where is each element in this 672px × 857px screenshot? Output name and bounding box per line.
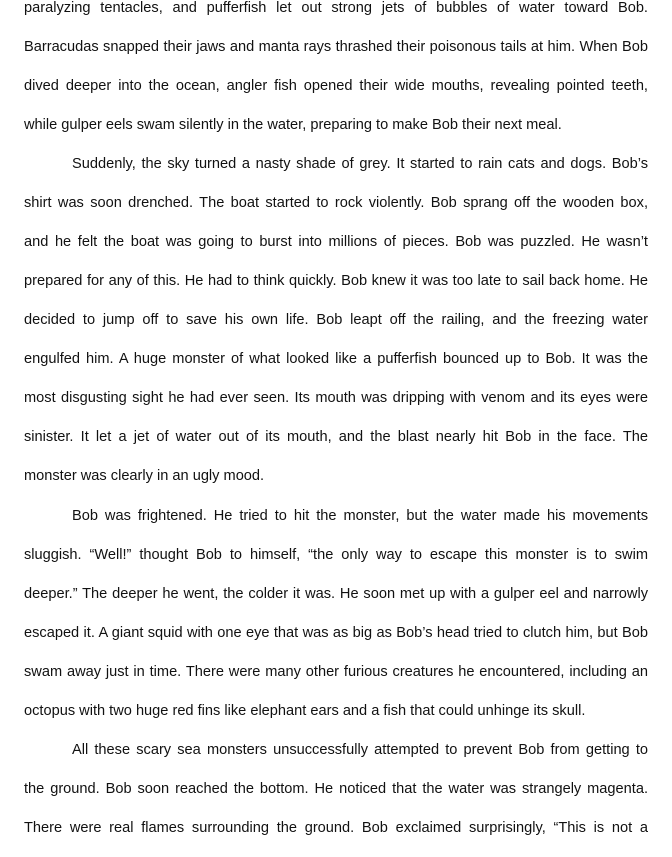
text-line-9: decided to jump off to save his own life. Bob leapt off the railing, and the freezing water — [24, 312, 648, 328]
text-line-10: engulfed him. A huge monster of what looked like a pufferfish bounced up to Bob. It was the — [24, 351, 648, 367]
text-line-12: sinister. It let a jet of water out of its mouth, and the blast nearly hit Bob in the face. The — [24, 429, 648, 445]
text-line-2: Barracudas snapped their jaws and manta rays thrashed their poisonous tails at him. When Bob — [24, 39, 648, 55]
text-line-8: prepared for any of this. He had to think quickly. Bob knew it was too late to sail back home. He — [24, 273, 648, 289]
text-line-6: shirt was soon drenched. The boat started to rock violently. Bob sprang off the wooden box, — [24, 195, 648, 211]
text-line-7: and he felt the boat was going to burst into millions of pieces. Bob was puzzled. He wasn’t — [24, 234, 648, 250]
text-line-22: There were real flames surrounding the ground. Bob exclaimed surprisingly, “This is not a — [24, 820, 648, 836]
text-line-13: monster was clearly in an ugly mood. — [24, 468, 265, 484]
text-line-20: All these scary sea monsters unsuccessfully attempted to prevent Bob from getting to — [72, 742, 648, 758]
text-line-11: most disgusting sight he had ever seen. Its mouth was dripping with venom and its eyes were — [24, 390, 648, 406]
text-line-17: escaped it. A giant squid with one eye that was as big as Bob’s head tried to clutch him, but Bob — [24, 625, 648, 641]
text-line-16: deeper.” The deeper he went, the colder it was. He soon met up with a gulper eel and narrowly — [24, 586, 648, 602]
text-line-21: the ground. Bob soon reached the bottom. He noticed that the water was strangely magenta. — [24, 781, 648, 797]
text-line-18: swam away just in time. There were many other furious creatures he encountered, including an — [24, 664, 648, 680]
text-line-19: octopus with two huge red fins like elephant ears and a fish that could unhinge its skull. — [24, 703, 586, 719]
text-line-15: sluggish. “Well!” thought Bob to himself, “the only way to escape this monster is to swim — [24, 547, 648, 563]
text-line-5: Suddenly, the sky turned a nasty shade of grey. It started to rain cats and dogs. Bob’s — [72, 156, 648, 172]
text-line-14: Bob was frightened. He tried to hit the monster, but the water made his movements — [72, 508, 648, 524]
text-line-4: while gulper eels swam silently in the water, preparing to make Bob their next meal. — [24, 117, 562, 133]
text-line-3: dived deeper into the ocean, angler fish opened their wide mouths, revealing pointed teeth, — [24, 78, 648, 94]
text-line-1: paralyzing tentacles, and pufferfish let out strong jets of bubbles of water toward Bob. — [24, 0, 648, 16]
